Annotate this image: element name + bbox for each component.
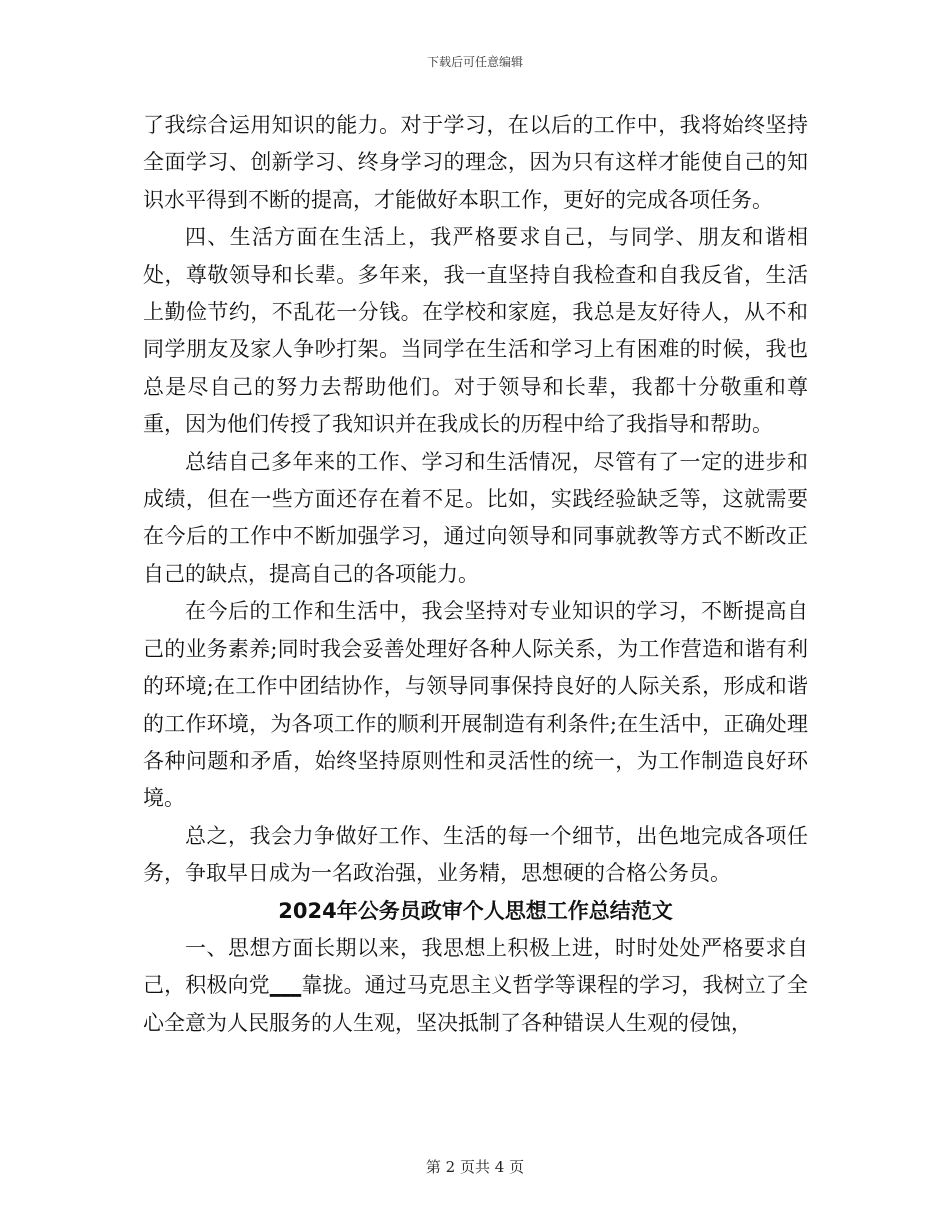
page-header-note: 下载后可任意编辑 <box>426 55 523 69</box>
paragraph-thought-aspect <box>143 930 808 1042</box>
document-body <box>143 107 808 1042</box>
section-title: 2024年公务员政审个人思想工作总结范文 <box>278 898 673 923</box>
paragraph-thought-before-blank: 一、思想方面长期以来，我思想上积极上进，时时处处严格要求自己，积极向党 <box>143 935 808 998</box>
paragraph-summary: 总结自己多年来的工作、学习和生活情况，尽管有了一定的进步和成绩，但在一些方面还存在着不足。比如，实践经验缺乏等，这就需要在今后的工作中不断加强学习，通过向领导和同事就教等方式不断改正自己的缺点，提高自己的各项能力。 <box>143 449 808 586</box>
paragraph-thought-after-blank: 靠拢。通过马克思主义哲学等课程的学习，我树立了全心全意为人民服务的人生观，坚决抵制了各种错误人生观的侵蚀， <box>143 973 809 1035</box>
page-number: 第 2 页共 4 页 <box>425 1158 525 1176</box>
paragraph-study-conclusion: 了我综合运用知识的能力。对于学习，在以后的工作中，我将始终坚持全面学习、创新学习、终身学习的理念，因为只有这样才能使自己的知识水平得到不断的提高，才能做好本职工作，更好的完成各项任务。 <box>143 113 808 212</box>
paragraph-future-plans: 在今后的工作和生活中，我会坚持对专业知识的学习，不断提高自己的业务素养;同时我会妥善处理好各种人际关系，为工作营造和谐有利的环境;在工作中团结协作，与领导同事保持良好的人际关系，形成和谐的工作环境，为各项工作的顺利开展制造有利条件;在生活中，正确处理各种问题和矛盾，始终坚持原则性和灵活性的统一，为工作制造良好环境。 <box>143 599 808 811</box>
paragraph-life-aspect: 四、生活方面在生活上，我严格要求自己，与同学、朋友和谐相处，尊敬领导和长辈。多年来，我一直坚持自我检查和自我反省，生活上勤俭节约，不乱花一分钱。在学校和家庭，我总是友好待人，从不和同学朋友及家人争吵打架。当同学在生活和学习上有困难的时候，我也总是尽自己的努力去帮助他们。对于领导和长辈，我都十分敬重和尊重，因为他们传授了我知识并在我成长的历程中给了我指导和帮助。 <box>143 225 808 437</box>
fill-in-blank: ___ <box>269 973 302 998</box>
paragraph-closing: 总之，我会力争做好工作、生活的每一个细节，出色地完成各项任务，争取早日成为一名政治强，业务精，思想硬的合格公务员。 <box>143 823 808 886</box>
